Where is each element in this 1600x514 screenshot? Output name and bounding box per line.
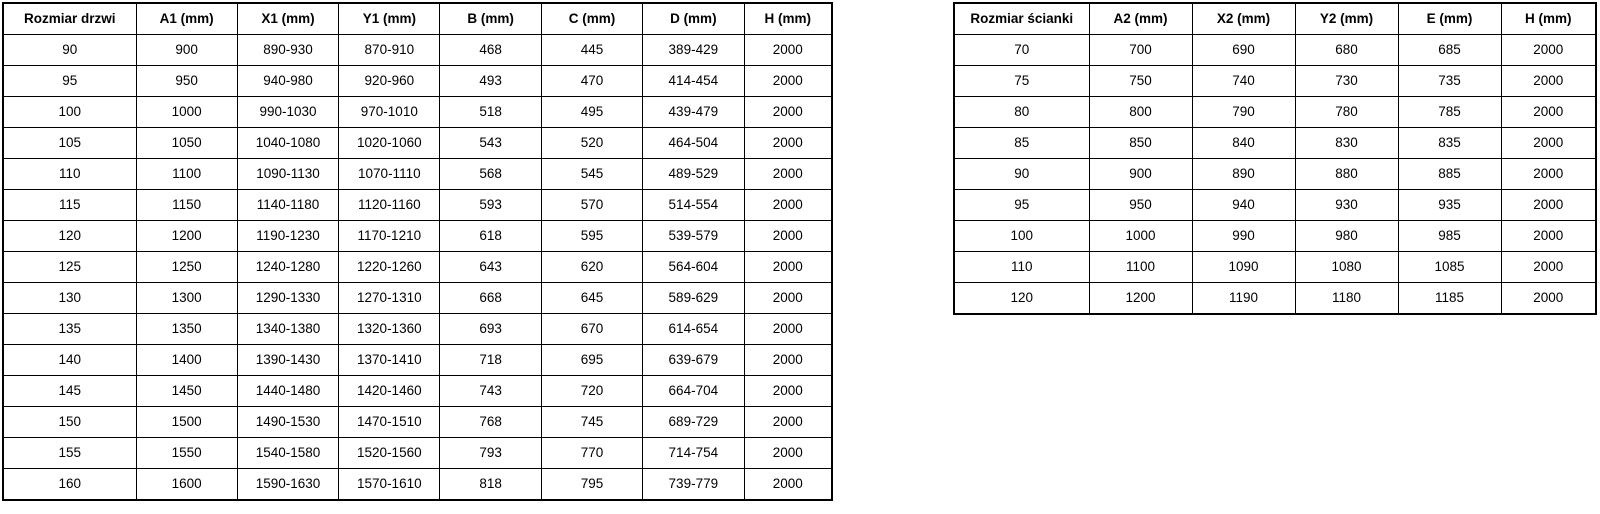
table-cell: 90 (954, 159, 1089, 190)
column-header: X2 (mm) (1192, 3, 1295, 35)
table-cell: 105 (3, 128, 136, 159)
table-cell: 1520-1560 (339, 438, 440, 469)
table-cell: 850 (1089, 128, 1192, 159)
table-cell: 1200 (1089, 283, 1192, 315)
table-cell: 1570-1610 (339, 469, 440, 501)
table-cell: 1070-1110 (339, 159, 440, 190)
table-cell: 2000 (1501, 97, 1596, 128)
table-cell: 2000 (1501, 66, 1596, 97)
table-cell: 1190-1230 (237, 221, 338, 252)
table-cell: 2000 (1501, 159, 1596, 190)
table-cell: 1090-1130 (237, 159, 338, 190)
table-row (3, 190, 832, 221)
table-cell: 1000 (136, 97, 237, 128)
table-cell: 700 (1089, 35, 1192, 66)
table-row (3, 252, 832, 283)
table-cell: 2000 (744, 35, 832, 66)
table-cell: 85 (954, 128, 1089, 159)
column-header: Rozmiar drzwi (3, 3, 136, 35)
table-cell: 1440-1480 (237, 376, 338, 407)
header-row (3, 3, 832, 35)
table-cell: 445 (541, 35, 642, 66)
table-cell: 130 (3, 283, 136, 314)
table-cell: 793 (440, 438, 541, 469)
table-cell: 2000 (744, 438, 832, 469)
table-cell: 718 (440, 345, 541, 376)
table-cell: 1240-1280 (237, 252, 338, 283)
table-cell: 618 (440, 221, 541, 252)
table-cell: 1120-1160 (339, 190, 440, 221)
table-cell: 668 (440, 283, 541, 314)
table-cell: 493 (440, 66, 541, 97)
table-cell: 1100 (136, 159, 237, 190)
table-row (3, 159, 832, 190)
table-cell: 489-529 (643, 159, 744, 190)
table-cell: 2000 (744, 159, 832, 190)
table-row (954, 66, 1596, 97)
table-cell: 2000 (1501, 128, 1596, 159)
table-cell: 140 (3, 345, 136, 376)
table-cell: 514-554 (643, 190, 744, 221)
table-cell: 1540-1580 (237, 438, 338, 469)
table-cell: 835 (1398, 128, 1501, 159)
table-cell: 714-754 (643, 438, 744, 469)
table-cell: 940 (1192, 190, 1295, 221)
table-cell: 135 (3, 314, 136, 345)
table-cell: 695 (541, 345, 642, 376)
wall-dimensions-table (953, 2, 1597, 315)
table-cell: 900 (1089, 159, 1192, 190)
table-cell: 830 (1295, 128, 1398, 159)
table-cell: 890 (1192, 159, 1295, 190)
table-cell: 1490-1530 (237, 407, 338, 438)
table-cell: 1020-1060 (339, 128, 440, 159)
table-cell: 1600 (136, 469, 237, 501)
table-cell: 730 (1295, 66, 1398, 97)
table-cell: 2000 (744, 376, 832, 407)
table-cell: 120 (954, 283, 1089, 315)
table-cell: 75 (954, 66, 1089, 97)
table-cell: 1390-1430 (237, 345, 338, 376)
column-header: H (mm) (744, 3, 832, 35)
table-cell: 930 (1295, 190, 1398, 221)
table-cell: 70 (954, 35, 1089, 66)
column-header: Y1 (mm) (339, 3, 440, 35)
table-cell: 2000 (744, 128, 832, 159)
table-cell: 545 (541, 159, 642, 190)
table-cell: 2000 (744, 221, 832, 252)
table-cell: 1420-1460 (339, 376, 440, 407)
table-cell: 439-479 (643, 97, 744, 128)
table-cell: 110 (3, 159, 136, 190)
table-cell: 2000 (744, 190, 832, 221)
table-cell: 643 (440, 252, 541, 283)
table-cell: 1090 (1192, 252, 1295, 283)
table-cell: 90 (3, 35, 136, 66)
table-cell: 1200 (136, 221, 237, 252)
table-cell: 980 (1295, 221, 1398, 252)
table-cell: 1085 (1398, 252, 1501, 283)
table-cell: 639-679 (643, 345, 744, 376)
table-cell: 1470-1510 (339, 407, 440, 438)
table-cell: 110 (954, 252, 1089, 283)
table-cell: 155 (3, 438, 136, 469)
table-row (3, 314, 832, 345)
table-cell: 795 (541, 469, 642, 501)
table-row (3, 438, 832, 469)
table-cell: 115 (3, 190, 136, 221)
table-cell: 2000 (1501, 35, 1596, 66)
table-cell: 160 (3, 469, 136, 501)
table-cell: 593 (440, 190, 541, 221)
door-dimensions-table (2, 2, 833, 501)
column-header: Rozmiar ścianki (954, 3, 1089, 35)
table-cell: 1080 (1295, 252, 1398, 283)
table-cell: 145 (3, 376, 136, 407)
table-cell: 745 (541, 407, 642, 438)
table-cell: 900 (136, 35, 237, 66)
table-cell: 1170-1210 (339, 221, 440, 252)
table-cell: 2000 (744, 314, 832, 345)
table-row (3, 345, 832, 376)
table-cell: 468 (440, 35, 541, 66)
table-row (3, 66, 832, 97)
table-row (3, 128, 832, 159)
table-row (3, 35, 832, 66)
table-row (3, 407, 832, 438)
table-cell: 645 (541, 283, 642, 314)
table-cell: 1340-1380 (237, 314, 338, 345)
table-cell: 750 (1089, 66, 1192, 97)
table-cell: 735 (1398, 66, 1501, 97)
table-cell: 664-704 (643, 376, 744, 407)
table-cell: 614-654 (643, 314, 744, 345)
header-row (954, 3, 1596, 35)
table-cell: 680 (1295, 35, 1398, 66)
table-cell: 1140-1180 (237, 190, 338, 221)
table-cell: 690 (1192, 35, 1295, 66)
table-row (954, 97, 1596, 128)
table-cell: 780 (1295, 97, 1398, 128)
table-cell: 1450 (136, 376, 237, 407)
table-cell: 670 (541, 314, 642, 345)
table-cell: 1400 (136, 345, 237, 376)
table-cell: 800 (1089, 97, 1192, 128)
table-cell: 743 (440, 376, 541, 407)
table-cell: 2000 (1501, 283, 1596, 315)
table-cell: 940-980 (237, 66, 338, 97)
table-cell: 1370-1410 (339, 345, 440, 376)
table-cell: 840 (1192, 128, 1295, 159)
column-header: B (mm) (440, 3, 541, 35)
table-cell: 414-454 (643, 66, 744, 97)
table-cell: 2000 (744, 252, 832, 283)
table-cell: 1180 (1295, 283, 1398, 315)
table-cell: 125 (3, 252, 136, 283)
table-cell: 970-1010 (339, 97, 440, 128)
table-cell: 1040-1080 (237, 128, 338, 159)
column-header: E (mm) (1398, 3, 1501, 35)
table-row (954, 190, 1596, 221)
column-header: A2 (mm) (1089, 3, 1192, 35)
column-header: X1 (mm) (237, 3, 338, 35)
table-cell: 389-429 (643, 35, 744, 66)
table-cell: 470 (541, 66, 642, 97)
table-cell: 689-729 (643, 407, 744, 438)
table-cell: 950 (136, 66, 237, 97)
table-cell: 95 (3, 66, 136, 97)
table-cell: 990-1030 (237, 97, 338, 128)
column-header: C (mm) (541, 3, 642, 35)
table-row (954, 252, 1596, 283)
table-cell: 100 (954, 221, 1089, 252)
column-header: H (mm) (1501, 3, 1596, 35)
table-cell: 1220-1260 (339, 252, 440, 283)
table-cell: 120 (3, 221, 136, 252)
table-cell: 1000 (1089, 221, 1192, 252)
column-header: D (mm) (643, 3, 744, 35)
table-cell: 1300 (136, 283, 237, 314)
table-cell: 543 (440, 128, 541, 159)
table-cell: 1290-1330 (237, 283, 338, 314)
table-cell: 2000 (744, 66, 832, 97)
table-cell: 720 (541, 376, 642, 407)
table-cell: 920-960 (339, 66, 440, 97)
table-cell: 1320-1360 (339, 314, 440, 345)
table-cell: 1185 (1398, 283, 1501, 315)
table-cell: 2000 (1501, 252, 1596, 283)
table-cell: 2000 (744, 469, 832, 501)
table-row (3, 221, 832, 252)
table-cell: 1190 (1192, 283, 1295, 315)
table-row (954, 35, 1596, 66)
table-cell: 935 (1398, 190, 1501, 221)
table-cell: 520 (541, 128, 642, 159)
table-cell: 1250 (136, 252, 237, 283)
table-cell: 2000 (744, 407, 832, 438)
table-cell: 2000 (744, 283, 832, 314)
table-cell: 589-629 (643, 283, 744, 314)
table-row (3, 97, 832, 128)
table-row (954, 221, 1596, 252)
table-cell: 768 (440, 407, 541, 438)
table-cell: 564-604 (643, 252, 744, 283)
table-cell: 790 (1192, 97, 1295, 128)
table-cell: 990 (1192, 221, 1295, 252)
table-cell: 539-579 (643, 221, 744, 252)
table-cell: 2000 (1501, 221, 1596, 252)
table-cell: 1050 (136, 128, 237, 159)
table-row (954, 128, 1596, 159)
table-cell: 100 (3, 97, 136, 128)
table-cell: 1590-1630 (237, 469, 338, 501)
table-cell: 1270-1310 (339, 283, 440, 314)
table-cell: 150 (3, 407, 136, 438)
table-cell: 685 (1398, 35, 1501, 66)
column-header: A1 (mm) (136, 3, 237, 35)
table-cell: 568 (440, 159, 541, 190)
table-cell: 95 (954, 190, 1089, 221)
table-cell: 739-779 (643, 469, 744, 501)
table-cell: 1350 (136, 314, 237, 345)
table-cell: 870-910 (339, 35, 440, 66)
table-cell: 885 (1398, 159, 1501, 190)
table-cell: 2000 (1501, 190, 1596, 221)
table-cell: 950 (1089, 190, 1192, 221)
table-cell: 570 (541, 190, 642, 221)
column-header: Y2 (mm) (1295, 3, 1398, 35)
table-cell: 1550 (136, 438, 237, 469)
table-cell: 2000 (744, 345, 832, 376)
table-row (3, 376, 832, 407)
table-row (3, 283, 832, 314)
table-cell: 2000 (744, 97, 832, 128)
table-cell: 464-504 (643, 128, 744, 159)
table-cell: 985 (1398, 221, 1501, 252)
table-cell: 740 (1192, 66, 1295, 97)
table-cell: 818 (440, 469, 541, 501)
table-row (3, 469, 832, 501)
table-cell: 693 (440, 314, 541, 345)
table-row (954, 159, 1596, 190)
table-row (954, 283, 1596, 315)
table-cell: 880 (1295, 159, 1398, 190)
table-cell: 80 (954, 97, 1089, 128)
table-cell: 785 (1398, 97, 1501, 128)
table-cell: 770 (541, 438, 642, 469)
table-cell: 1500 (136, 407, 237, 438)
table-cell: 1150 (136, 190, 237, 221)
table-cell: 595 (541, 221, 642, 252)
table-cell: 518 (440, 97, 541, 128)
table-cell: 890-930 (237, 35, 338, 66)
table-cell: 1100 (1089, 252, 1192, 283)
table-cell: 620 (541, 252, 642, 283)
table-cell: 495 (541, 97, 642, 128)
